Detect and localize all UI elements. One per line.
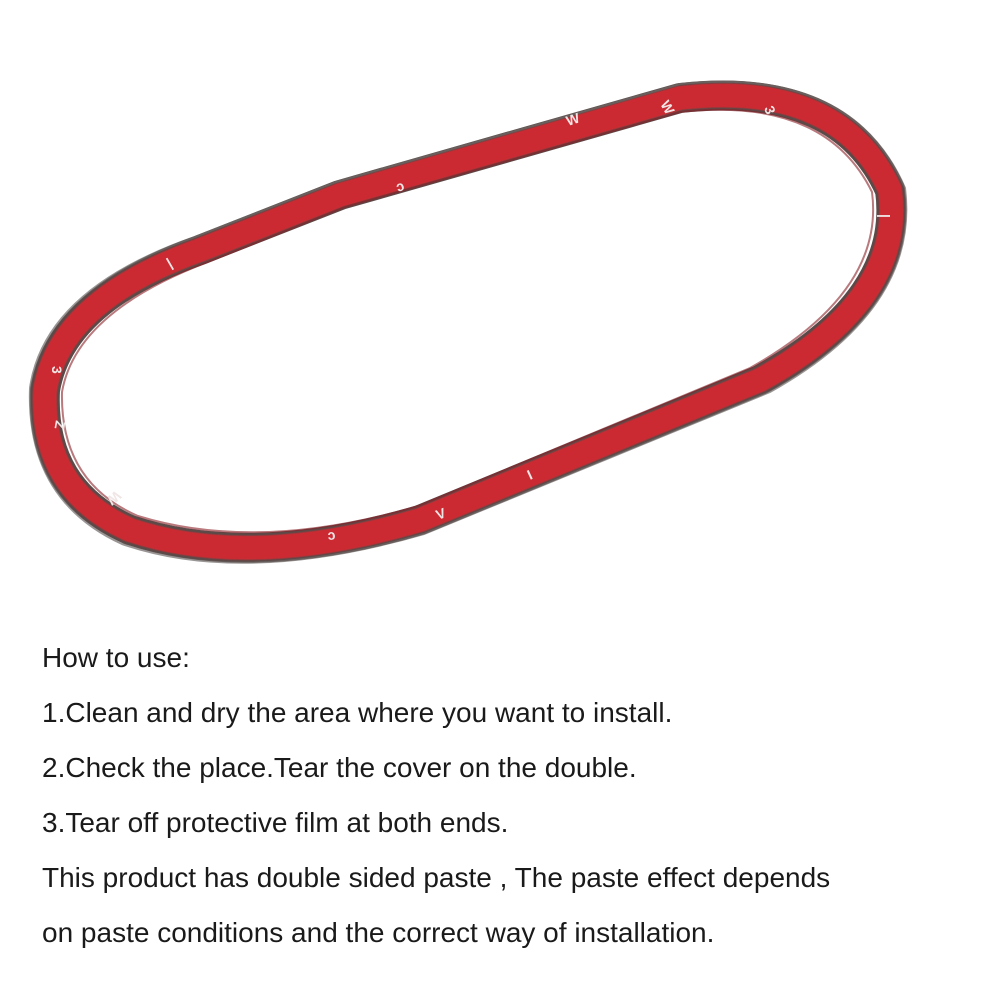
instruction-step-2: 2.Check the place.Tear the cover on the double. (42, 752, 637, 783)
svg-text:3: 3 (761, 103, 779, 117)
ring-inner-highlight (62, 110, 873, 533)
product-note-line-2: on paste conditions and the correct way of installation. (42, 917, 715, 948)
ring-red-tape (45, 95, 892, 547)
instructions-title: How to use: (42, 642, 190, 673)
svg-text:W: W (657, 97, 678, 117)
instruction-step-1: 1.Clean and dry the area where you want to install. (42, 697, 673, 728)
usage-instructions (42, 630, 962, 960)
svg-text:V: V (433, 504, 448, 523)
svg-text:|: | (877, 214, 893, 218)
svg-text:W: W (563, 109, 582, 129)
product-note-line-1: This product has double sided paste , The paste effect depends (42, 862, 831, 893)
svg-text:ɔ: ɔ (326, 526, 337, 543)
svg-text:3: 3 (49, 366, 65, 374)
instruction-step-3: 3.Tear off protective film at both ends. (42, 807, 509, 838)
svg-text:|: | (163, 254, 175, 271)
svg-text:ɔ: ɔ (393, 177, 407, 195)
svg-text:I: I (524, 466, 535, 483)
svg-text:W: W (103, 487, 125, 509)
svg-text:Z: Z (51, 419, 69, 431)
